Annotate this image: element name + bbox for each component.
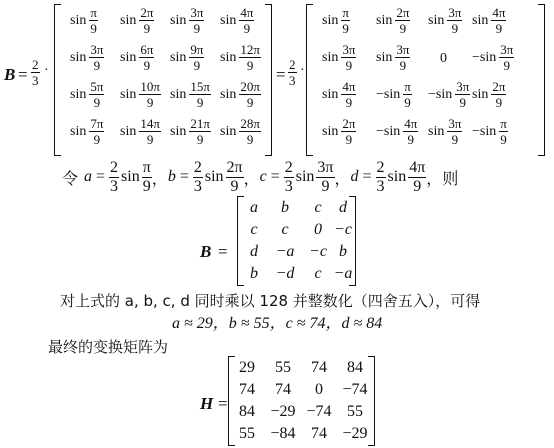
denominator: 9: [143, 58, 151, 73]
numerator: 3π: [396, 42, 410, 57]
sin-function: sin: [376, 49, 393, 65]
matrix-cell: 0: [315, 381, 323, 398]
numerator: π: [500, 116, 507, 131]
matrix-cell: −a: [333, 265, 353, 282]
numerator: 14π: [140, 116, 160, 131]
matrix-cell: [440, 51, 447, 67]
denominator: 3: [110, 177, 119, 195]
sin-function: sin: [170, 49, 187, 65]
matrix-cell: b: [250, 265, 258, 282]
equals-sign: =: [179, 168, 189, 185]
sin-function: sin: [428, 12, 445, 28]
numerator: 21π: [190, 116, 210, 131]
then-word: 则: [442, 168, 459, 188]
sin-function: sin: [435, 86, 453, 102]
numerator: 9π: [190, 42, 204, 57]
denominator: 9: [451, 132, 459, 147]
fraction: [316, 160, 334, 195]
fraction: [403, 117, 418, 146]
fraction: [193, 160, 203, 195]
numerator: 3π: [342, 42, 356, 57]
matrix-cell: −74: [342, 381, 368, 398]
matrix-cell: [220, 117, 261, 146]
numerator: 10π: [140, 79, 160, 94]
fraction: [341, 43, 356, 72]
coefficient-two-thirds-2: $\frac{2}{3}$: [289, 57, 296, 88]
fraction: [499, 43, 514, 72]
fraction: [139, 80, 161, 109]
equals-sign-2: =: [276, 65, 286, 84]
denominator: 3: [193, 177, 202, 195]
sin-function: sin: [383, 123, 401, 139]
denominator: 9: [503, 58, 511, 73]
fraction: [189, 6, 204, 35]
fraction: [239, 6, 254, 35]
numerator: 3π: [90, 42, 104, 57]
equals-sign: =: [18, 65, 28, 84]
sin-function: sin: [479, 49, 497, 65]
matrix-cell: [472, 6, 506, 35]
denominator: 9: [243, 21, 251, 36]
numerator: 4π: [492, 5, 506, 20]
sin-function: sin: [220, 12, 237, 28]
denominator: 9: [193, 21, 201, 36]
matrix-cell: 74: [311, 425, 327, 442]
denominator: 9: [196, 132, 204, 147]
denominator: 9: [404, 95, 411, 110]
matrix-cell: c: [250, 221, 258, 238]
sin-function: sin: [170, 123, 187, 139]
denominator: 9: [342, 21, 349, 36]
definition-line: [62, 160, 458, 194]
fraction: [109, 160, 119, 195]
matrix-cell: [70, 80, 104, 109]
comma: ，: [334, 168, 351, 188]
variable-definition: [84, 160, 168, 195]
fraction: [139, 43, 154, 72]
matrix-cell: [120, 6, 154, 35]
fraction: [395, 6, 410, 35]
matrix-h-symbol: H: [200, 394, 214, 413]
matrix-cell: [376, 43, 410, 72]
numerator: 3π: [448, 5, 462, 20]
fraction: [376, 160, 386, 195]
numerator: 2: [193, 158, 202, 176]
matrix-cell: [70, 6, 98, 35]
fraction: [226, 160, 244, 195]
numerator: 2π: [342, 116, 356, 131]
sin-function: sin: [387, 168, 407, 185]
sin-function: sin: [322, 12, 339, 28]
matrix-b-symbol: B: [4, 65, 16, 84]
denominator: 9: [345, 95, 353, 110]
matrix-cell: [120, 80, 161, 109]
variable-name: a: [84, 168, 93, 185]
numerator: 6π: [140, 42, 154, 57]
sin-function: sin: [472, 12, 489, 28]
sin-function: sin: [322, 49, 339, 65]
numerator: 3π: [317, 158, 334, 176]
variable-name: d: [350, 168, 359, 185]
matrix-cell: 55: [275, 359, 291, 376]
numerator: 2π: [492, 79, 506, 94]
variable-definition: [168, 160, 260, 195]
denominator: 9: [495, 21, 503, 36]
matrix-cell: [472, 80, 506, 109]
variable-definition: [351, 160, 443, 195]
matrix-cell: −c: [334, 221, 352, 238]
sin-function: sin: [70, 12, 87, 28]
fraction: [341, 117, 356, 146]
matrix-cell: c: [281, 221, 289, 238]
numerator: 4π: [240, 5, 254, 20]
denominator: 9: [193, 58, 201, 73]
denominator: 9: [93, 95, 101, 110]
comma: ，: [243, 168, 260, 188]
final-matrix-caption: 最终的变换矩阵为: [48, 338, 169, 356]
numerator: 2: [376, 158, 385, 176]
numerator: π: [90, 5, 97, 20]
right-bracket: [265, 4, 272, 156]
sin-function: sin: [220, 86, 237, 102]
matrix-cell: d: [250, 243, 258, 260]
sin-function: sin: [479, 123, 497, 139]
numerator: 20π: [240, 79, 260, 94]
numerator: 3π: [448, 116, 462, 131]
fraction: [89, 6, 98, 35]
fraction: [239, 43, 261, 72]
fraction: [139, 6, 154, 35]
denominator: 3: [284, 177, 293, 195]
matrix-cell: d: [339, 199, 347, 216]
matrix-cell: 74: [275, 381, 291, 398]
minus-sign: −: [376, 123, 384, 139]
fraction: [89, 80, 104, 109]
matrix-cell: −d: [275, 265, 295, 282]
numerator: 15π: [190, 79, 210, 94]
denominator: 9: [246, 58, 254, 73]
sin-function: sin: [376, 12, 393, 28]
fraction: [491, 6, 506, 35]
matrix-cell: 74: [311, 359, 327, 376]
matrix-cell: [376, 117, 418, 146]
denominator: 9: [321, 177, 330, 195]
fraction: [89, 117, 104, 146]
denominator: 9: [345, 58, 353, 73]
numerator: 4π: [409, 158, 426, 176]
denominator: 9: [345, 132, 353, 147]
numerator: 28π: [240, 116, 260, 131]
denominator: 9: [500, 132, 507, 147]
fraction: [447, 117, 462, 146]
denominator: 9: [451, 21, 459, 36]
matrix-cell: [376, 80, 412, 109]
matrix-cell: −29: [342, 425, 368, 442]
sin-function: sin: [472, 86, 489, 102]
minus-sign: −: [472, 49, 480, 65]
sin-function: sin: [428, 123, 445, 139]
fraction: [455, 80, 470, 109]
sin-function: sin: [220, 49, 237, 65]
numerator: 5π: [90, 79, 104, 94]
matrix-cell: 84: [239, 403, 255, 420]
fraction: [89, 43, 104, 72]
matrix-cell: −a: [275, 243, 295, 260]
denominator: 9: [495, 95, 503, 110]
matrix-cell: 55: [239, 425, 255, 442]
denominator: 9: [90, 21, 97, 36]
matrix-cell: c: [314, 199, 322, 216]
fraction: [189, 43, 204, 72]
right-bracket-3: [349, 196, 356, 286]
matrix-cell: 84: [347, 359, 363, 376]
matrix-cell: [322, 80, 356, 109]
fraction: [189, 80, 211, 109]
denominator: 9: [142, 177, 151, 195]
comma: ，: [426, 168, 443, 188]
fraction: [239, 80, 261, 109]
sin-function: sin: [121, 168, 140, 185]
sin-function: sin: [322, 86, 339, 102]
numerator: 2π: [396, 5, 410, 20]
sin-function: sin: [120, 12, 137, 28]
approximation-line: a ≈ 29，b ≈ 55，c ≈ 74，d ≈ 84: [172, 315, 383, 332]
scaling-description: 对上式的 a, b, c, d 同时乘以 128 并整数化（四舍五入），可得: [60, 292, 481, 310]
matrix-cell: 0: [314, 221, 322, 238]
minus-sign: −: [428, 86, 436, 102]
matrix-cell: [428, 80, 470, 109]
sin-function: sin: [120, 123, 137, 139]
dot-operator: ·: [44, 63, 49, 78]
matrix-cell: c: [314, 265, 322, 282]
right-bracket-4: [368, 356, 375, 446]
matrix-cell: [322, 6, 350, 35]
matrix-cell: 74: [239, 381, 255, 398]
numerator: 2π: [226, 158, 243, 176]
numerator: 4π: [342, 79, 356, 94]
equals-sign: =: [96, 168, 106, 185]
equals-sign-3: =: [218, 242, 228, 261]
fraction: [139, 117, 161, 146]
fraction: [499, 117, 508, 146]
numerator: 4π: [404, 116, 418, 131]
matrix-cell: 55: [347, 403, 363, 420]
denominator: 9: [146, 95, 154, 110]
numerator: 3π: [190, 5, 204, 20]
fraction: [284, 160, 294, 195]
matrix-cell: [322, 43, 356, 72]
numerator: 2π: [140, 5, 154, 20]
denominator: 9: [146, 132, 154, 147]
matrix-cell: 29: [239, 359, 255, 376]
comma: ，: [151, 168, 168, 188]
numerator: 3π: [500, 42, 514, 57]
minus-sign: −: [376, 86, 384, 102]
sin-function: sin: [170, 86, 187, 102]
minus-sign: −: [472, 123, 480, 139]
denominator: 9: [196, 95, 204, 110]
numerator: 3π: [456, 79, 470, 94]
sin-function: sin: [170, 12, 187, 28]
fraction: [239, 117, 261, 146]
left-bracket: [54, 4, 61, 156]
denominator: 3: [376, 177, 385, 195]
denominator: 9: [413, 177, 422, 195]
sin-function: sin: [70, 49, 87, 65]
denominator: 9: [143, 21, 151, 36]
matrix-cell: −29: [270, 403, 296, 420]
variable-definition: [260, 160, 351, 195]
matrix-cell: [170, 117, 211, 146]
variable-name: c: [259, 168, 267, 185]
fraction: [341, 6, 350, 35]
coefficient-two-thirds: $\frac{2}{3}$: [32, 57, 39, 88]
denominator: 9: [93, 58, 101, 73]
sin-function: sin: [322, 123, 339, 139]
fraction: [142, 160, 152, 195]
denominator: 9: [399, 21, 407, 36]
equals-sign-4: =: [218, 394, 228, 413]
denominator: 9: [93, 132, 101, 147]
fraction: [189, 117, 211, 146]
fraction: [395, 43, 410, 72]
matrix-cell: [120, 43, 154, 72]
matrix-cell: [428, 117, 462, 146]
matrix-cell: [322, 117, 356, 146]
matrix-cell: [376, 6, 410, 35]
sin-function: sin: [295, 168, 315, 185]
denominator: 9: [246, 132, 254, 147]
numerator: π: [342, 5, 349, 20]
matrix-cell: b: [339, 243, 347, 260]
matrix-cell: [170, 80, 211, 109]
right-bracket-2: [538, 4, 545, 156]
equals-sign: =: [270, 168, 280, 185]
matrix-cell: [170, 6, 204, 35]
matrix-cell: [428, 6, 462, 35]
fraction: [408, 160, 426, 195]
matrix-b-symbol-2: B: [200, 242, 212, 261]
matrix-cell: −84: [270, 425, 296, 442]
let-word: 令: [62, 168, 79, 188]
matrix-cell: [120, 117, 161, 146]
matrix-cell: [220, 43, 261, 72]
matrix-cell: [70, 43, 104, 72]
variable-name: b: [167, 168, 176, 185]
matrix-cell: −c: [309, 243, 327, 260]
numerator: 2: [284, 158, 293, 176]
sin-function: sin: [120, 86, 137, 102]
matrix-cell: −74: [306, 403, 332, 420]
denominator: 9: [399, 58, 407, 73]
matrix-cell: [472, 117, 508, 146]
sin-function: sin: [383, 86, 401, 102]
dot-operator-2: ·: [300, 63, 305, 78]
sin-function: sin: [70, 86, 87, 102]
denominator: 9: [230, 177, 239, 195]
denominator: 9: [246, 95, 254, 110]
numerator: π: [404, 79, 411, 94]
left-bracket-2: [306, 4, 313, 156]
denominator: 9: [459, 95, 467, 110]
numerator: 12π: [240, 42, 260, 57]
sin-function: sin: [120, 49, 137, 65]
fraction: [447, 6, 462, 35]
matrix-cell: a: [250, 199, 258, 216]
sin-function: sin: [70, 123, 87, 139]
sin-function: sin: [204, 168, 224, 185]
zero-value: 0: [440, 51, 447, 66]
matrix-cell: [472, 43, 514, 72]
numerator: π: [142, 158, 151, 176]
matrix-cell: [220, 80, 261, 109]
matrix-cell: [220, 6, 254, 35]
sin-function: sin: [220, 123, 237, 139]
equals-sign: =: [362, 168, 372, 185]
denominator: 9: [407, 132, 415, 147]
fraction: [341, 80, 356, 109]
numerator: 2: [110, 158, 119, 176]
matrix-cell: b: [281, 199, 289, 216]
fraction: [491, 80, 506, 109]
matrix-cell: [170, 43, 204, 72]
matrix-cell: [70, 117, 104, 146]
fraction: [403, 80, 412, 109]
numerator: 7π: [90, 116, 104, 131]
